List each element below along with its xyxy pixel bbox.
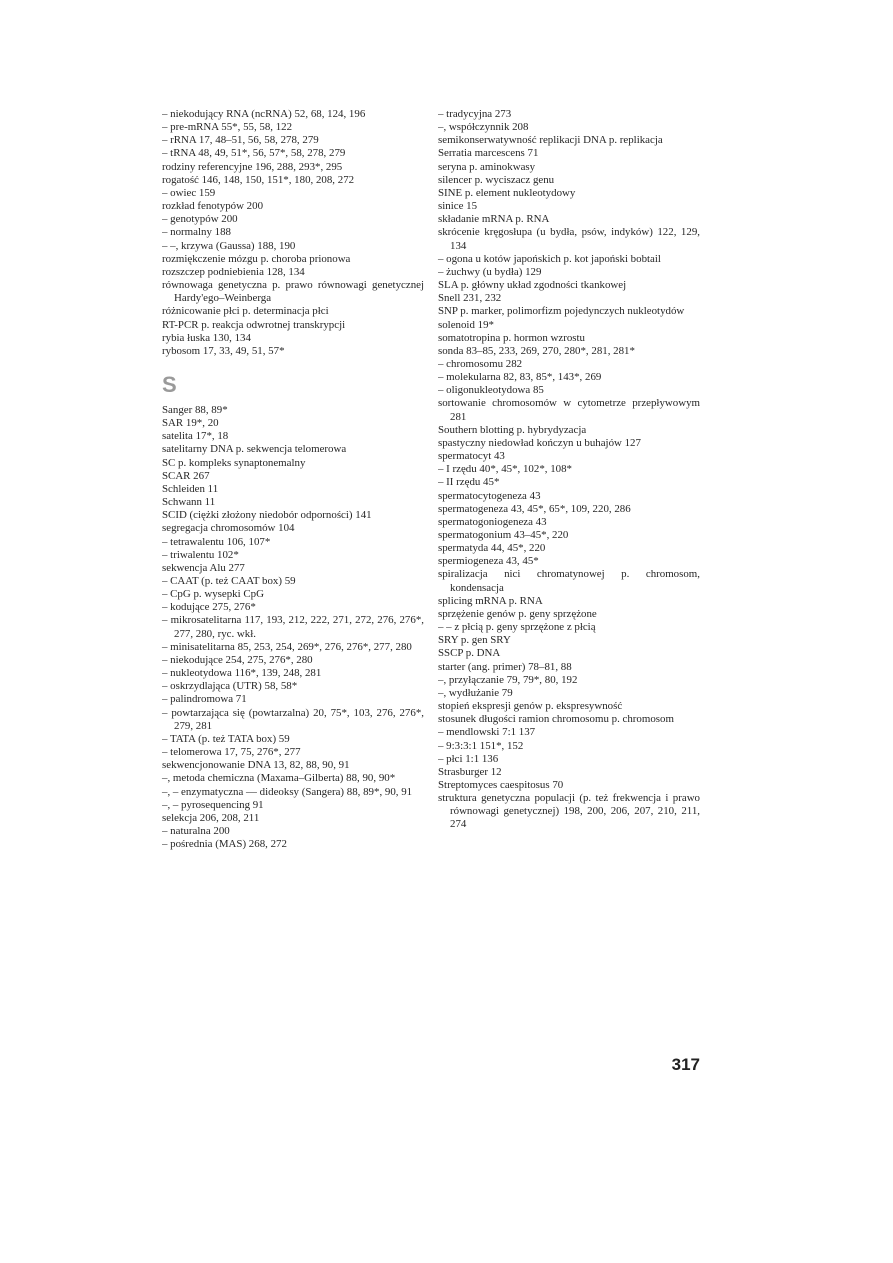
index-entry: segregacja chromosomów 104 — [162, 522, 295, 535]
index-entry: – nukleotydowa 116*, 139, 248, 281 — [162, 667, 322, 680]
index-entry: – – z płcią p. geny sprzężone z płcią — [438, 621, 596, 634]
index-entry: – triwalentu 102* — [162, 548, 239, 561]
index-entry: spermatogeneza 43, 45*, 65*, 109, 220, 286 — [438, 502, 631, 515]
index-entry: różnicowanie płci p. determinacja płci — [162, 305, 329, 318]
index-entry: – I rzędu 40*, 45*, 102*, 108* — [438, 463, 572, 476]
section-letter-s: S — [162, 371, 177, 397]
index-entry: SINE p. element nukleotydowy — [438, 186, 576, 199]
index-entry: – płci 1:1 136 — [438, 752, 499, 765]
index-entry: spermiogeneza 43, 45* — [438, 555, 539, 568]
index-entry: – niekodujące 254, 275, 276*, 280 — [162, 653, 313, 666]
index-entry: satelitarny DNA p. sekwencja telomerowa — [162, 443, 347, 456]
index-group-s-continued — [438, 108, 700, 832]
index-entry: spermatogoniogeneza 43 — [438, 515, 547, 528]
index-group-r — [162, 108, 424, 358]
index-entry: splicing mRNA p. RNA — [438, 594, 543, 607]
index-entry: seryna p. aminokwasy — [438, 160, 536, 173]
index-entry: sprzężenie genów p. geny sprzężone — [438, 607, 597, 620]
index-entry: spermatocytogeneza 43 — [438, 489, 541, 502]
index-entry: spastyczny niedowład kończyn u buhajów 127 — [438, 436, 641, 449]
index-entry: – 9:3:3:1 151*, 152 — [438, 739, 524, 752]
index-entry: – tetrawalentu 106, 107* — [162, 535, 271, 548]
index-entry: spermatocyt 43 — [438, 450, 505, 463]
index-entry: somatotropina p. hormon wzrostu — [438, 331, 586, 344]
index-entry: sinice 15 — [438, 200, 478, 213]
index-entry: – rRNA 17, 48–51, 56, 58, 278, 279 — [162, 134, 319, 147]
index-entry: – TATA (p. też TATA box) 59 — [162, 732, 290, 745]
index-entry: – niekodujący RNA (ncRNA) 52, 68, 124, 196 — [162, 108, 366, 120]
index-entry: Schleiden 11 — [162, 482, 219, 495]
index-entry: – tradycyjna 273 — [438, 108, 512, 120]
index-entry: – telomerowa 17, 75, 276*, 277 — [162, 746, 301, 759]
index-entry: SLA p. główny układ zgodności tkankowej — [438, 279, 627, 292]
index-entry: –, wydłużanie 79 — [438, 686, 513, 699]
index-entry: rodziny referencyjne 196, 288, 293*, 295 — [162, 160, 343, 173]
index-entry: RT-PCR p. reakcja odwrotnej transkrypcji — [162, 318, 346, 331]
index-entry: SRY p. gen SRY — [438, 634, 511, 647]
index-entry: rybosom 17, 33, 49, 51, 57* — [162, 344, 285, 357]
index-entry: – żuchwy (u bydła) 129 — [438, 265, 542, 278]
index-entry: –, współczynnik 208 — [438, 121, 529, 134]
index-entry: Serratia marcescens 71 — [438, 147, 539, 160]
index-entry: starter (ang. primer) 78–81, 88 — [438, 660, 572, 673]
page-number: 317 — [671, 1055, 700, 1074]
index-entry: spermatogonium 43–45*, 220 — [438, 529, 569, 541]
index-entry: Southern blotting p. hybrydyzacja — [438, 423, 587, 436]
index-entry: Sanger 88, 89* — [162, 403, 228, 416]
index-entry: – genotypów 200 — [162, 213, 238, 226]
index-entry: – CAAT (p. też CAAT box) 59 — [162, 575, 296, 587]
index-entry: sekwencjonowanie DNA 13, 82, 88, 90, 91 — [162, 759, 350, 772]
index-entry: SCID (ciężki złożony niedobór odporności) 141 — [162, 509, 372, 522]
index-column-right — [438, 108, 700, 832]
index-entry: – –, krzywa (Gaussa) 188, 190 — [162, 239, 296, 252]
index-entry: rogatość 146, 148, 150, 151*, 180, 208, 272 — [162, 173, 355, 186]
index-entry: stosunek długości ramion chromosomu p. chromosom — [438, 713, 674, 726]
index-entry: SAR 19*, 20 — [162, 417, 219, 430]
index-entry: Schwann 11 — [162, 496, 216, 509]
index-entry: SSCP p. DNA — [438, 647, 501, 660]
index-entry: – pośrednia (MAS) 268, 272 — [162, 838, 287, 851]
index-entry: –, – enzymatyczna — dideoksy (Sangera) 88, 89*, 90, 91 — [162, 785, 413, 798]
index-entry: – owiec 159 — [162, 186, 216, 199]
index-entry: – tRNA 48, 49, 51*, 56, 57*, 58, 278, 279 — [162, 147, 346, 160]
index-entry: sortowanie chromosomów w cytometrze przepływowym 281 — [438, 397, 700, 423]
index-column-left — [162, 108, 424, 851]
index-entry: SCAR 267 — [162, 469, 210, 482]
index-entry: rozszczep podniebienia 128, 134 — [162, 265, 305, 278]
index-entry: Snell 231, 232 — [438, 292, 502, 305]
index-entry: – chromosomu 282 — [438, 357, 523, 370]
index-entry: – pre-mRNA 55*, 55, 58, 122 — [162, 121, 293, 134]
index-entry: –, metoda chemiczna (Maxama–Gilberta) 88, 90, 90* — [162, 772, 396, 785]
index-entry: – normalny 188 — [162, 226, 231, 239]
index-entry: stopień ekspresji genów p. ekspresywność — [438, 700, 623, 713]
index-entry: – oskrzydlająca (UTR) 58, 58* — [162, 680, 298, 693]
index-entry: SC p. kompleks synaptonemalny — [162, 456, 306, 469]
index-entry: – molekularna 82, 83, 85*, 143*, 269 — [438, 371, 602, 384]
index-entry: rozmiękczenie mózgu p. choroba prionowa — [162, 252, 351, 265]
index-entry: – oligonukleotydowa 85 — [438, 384, 544, 397]
index-entry: semikonserwatywność replikacji DNA p. replikacja — [438, 134, 663, 147]
index-entry: – mikrosatelitarna 117, 193, 212, 222, 271, 272, 276, 276*, 277, 280, ryc. wkł. — [162, 614, 424, 640]
index-entry: – II rzędu 45* — [438, 476, 500, 489]
index-entry: – ogona u kotów japońskich p. kot japoński bobtail — [438, 252, 661, 265]
index-entry: równowaga genetyczna p. prawo równowagi genetycznej Hardy'ego–Weinberga — [162, 279, 424, 305]
index-entry: –, – pyrosequencing 91 — [162, 798, 264, 811]
index-entry: selekcja 206, 208, 211 — [162, 811, 260, 824]
index-entry: silencer p. wyciszacz genu — [438, 173, 555, 186]
index-entry: – palindromowa 71 — [162, 693, 247, 706]
index-entry: – minisatelitarna 85, 253, 254, 269*, 276, 276*, 277, 280 — [162, 640, 412, 653]
index-entry: struktura genetyczna populacji (p. też frekwencja i prawo równowagi genetycznej) 198, 200, 206, 207, 210, 211, 274 — [438, 792, 700, 831]
index-entry: – powtarzająca się (powtarzalna) 20, 75*, 103, 276, 276*, 279, 281 — [162, 706, 424, 732]
index-entry: SNP p. marker, polimorfizm pojedynczych nukleotydów — [438, 305, 685, 318]
index-entry: – kodujące 275, 276* — [162, 601, 256, 614]
index-group-s — [162, 404, 424, 851]
index-entry: sonda 83–85, 233, 269, 270, 280*, 281, 281* — [438, 344, 635, 357]
index-entry: solenoid 19* — [438, 318, 494, 331]
index-entry: – CpG p. wysepki CpG — [162, 588, 264, 601]
index-entry: – naturalna 200 — [162, 824, 230, 837]
index-entry: Strasburger 12 — [438, 765, 502, 778]
index-entry: spermatyda 44, 45*, 220 — [438, 542, 546, 555]
index-entry: –, przyłączanie 79, 79*, 80, 192 — [438, 673, 578, 686]
index-entry: – mendlowski 7:1 137 — [438, 726, 536, 739]
index-entry: składanie mRNA p. RNA — [438, 213, 550, 226]
index-entry: Streptomyces caespitosus 70 — [438, 778, 564, 791]
index-entry: skrócenie kręgosłupa (u bydła, psów, indyków) 122, 129, 134 — [438, 226, 700, 252]
index-entry: rozkład fenotypów 200 — [162, 200, 264, 213]
index-entry: sekwencja Alu 277 — [162, 561, 245, 574]
index-entry: spiralizacja nici chromatynowej p. chromosom, kondensacja — [438, 568, 700, 594]
index-entry: rybia łuska 130, 134 — [162, 331, 251, 344]
index-entry: satelita 17*, 18 — [162, 430, 229, 443]
